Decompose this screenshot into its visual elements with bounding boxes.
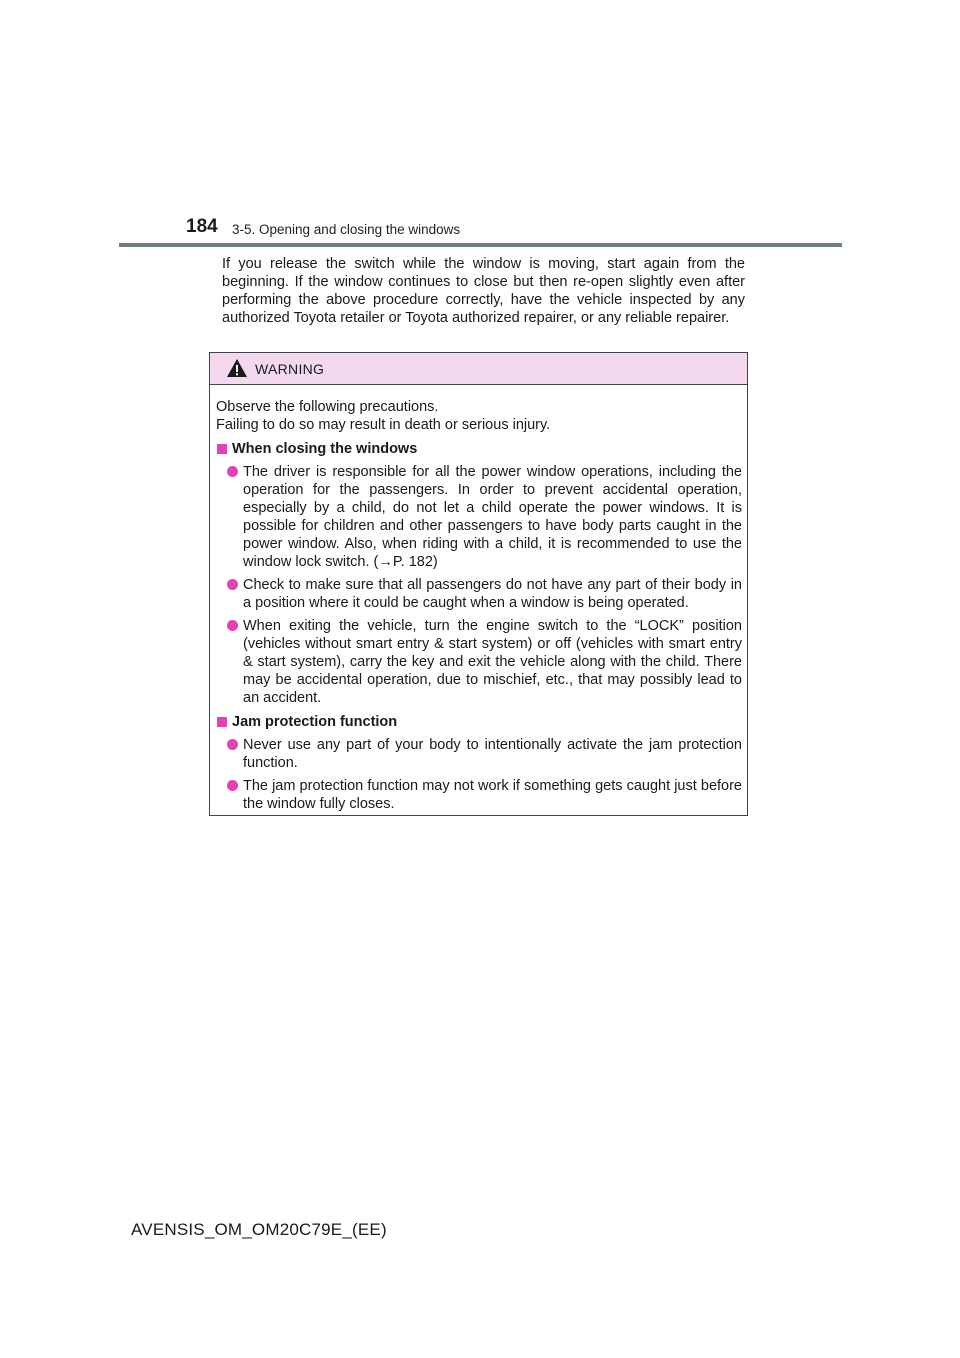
circle-bullet-icon — [227, 579, 238, 590]
list-item — [216, 736, 742, 772]
list-item-text: When exiting the vehicle, turn the engine switch to the “LOCK” position (vehicles without smart entry & start system) or off (vehicles with smart entry & start system), carry the key and exit the vehicle along with the child. There may be accidental operation, due to mischief, etc., that may possibly lead to an accident. — [243, 618, 742, 706]
circle-bullet-icon — [227, 739, 238, 750]
header-divider — [119, 243, 842, 247]
list-item-text: Check to make sure that all passengers do not have any part of their body in a position where it could be caught when a window is being operated. — [243, 577, 742, 611]
list-item — [216, 617, 742, 707]
section-title: 3-5. Opening and closing the windows — [232, 222, 461, 237]
list-item-text: Never use any part of your body to intentionally activate the jam protection function. — [243, 737, 742, 771]
list-item-text: The driver is responsible for all the power window operations, including the operation for the passengers. In order to prevent accidental operation, especially by a child, do not let a child operate the power windows. It is possible for children and other passengers to have body parts caught in the power window. Also, when riding with a child, it is recommended to use the window lock switch. (→P. 182) — [243, 464, 742, 570]
circle-bullet-icon — [227, 780, 238, 791]
section-heading — [216, 713, 742, 731]
warning-lead: Observe the following precautions. — [216, 399, 439, 415]
warning-title: WARNING — [255, 361, 325, 377]
warning-header — [210, 353, 747, 385]
warning-lead: Failing to do so may result in death or serious injury. — [216, 417, 551, 433]
list-item-text: The jam protection function may not work if something gets caught just before the window fully closes. — [243, 778, 742, 812]
section-heading — [216, 440, 742, 458]
page-number: 184 — [186, 216, 218, 237]
list-item — [216, 576, 742, 612]
list-item — [216, 777, 742, 813]
warning-triangle-icon — [226, 358, 248, 378]
section-heading-text: Jam protection function — [232, 714, 398, 730]
warning-box — [209, 352, 748, 816]
square-bullet-icon — [217, 717, 227, 727]
section-heading-text: When closing the windows — [232, 441, 418, 457]
circle-bullet-icon — [227, 466, 238, 477]
circle-bullet-icon — [227, 620, 238, 631]
square-bullet-icon — [217, 444, 227, 454]
intro-paragraph: If you release the switch while the window is moving, start again from the beginning. If the window continues to close but then re-open slightly even after performing the above procedure correctly, have the vehicle inspected by any authorized Toyota retailer or Toyota authorized repairer, or any reliable repairer. — [222, 256, 745, 326]
footer-document-code: AVENSIS_OM_OM20C79E_(EE) — [131, 1220, 387, 1239]
list-item — [216, 463, 742, 571]
warning-body — [210, 385, 747, 813]
